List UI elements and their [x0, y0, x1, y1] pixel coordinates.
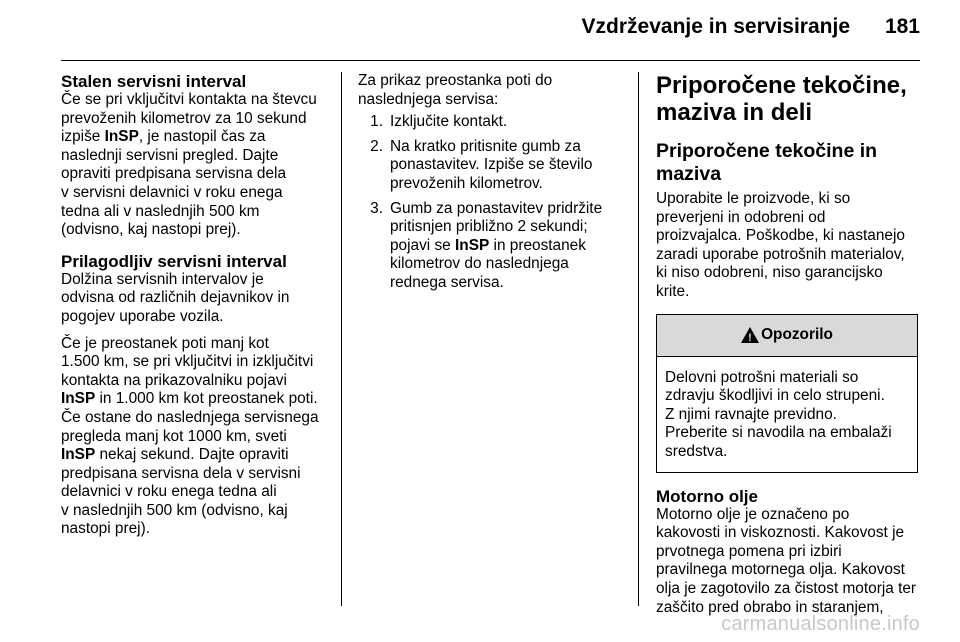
paragraph-products: Uporabite le proizvode, ki so preverjeni in odobreni od proizvajalca. Poškodbe, ki nastanejo zaradi uporabe potrošnih materialov, ki niso odobreni, niso garancijsko krite. [656, 190, 905, 300]
paragraph-flexible-2: Če je preostanek poti manj kot 1.500 km, se pri vključitvi in izključitvi kontakta na prikazovalniku pojavi InSP in 1.000 km kot preostanek poti. Če ostane do naslednjega servisnega pregleda manj kot 1000 km, sveti InSP nekaj sekund. Dajte opraviti predpisana servisna dela v servisni delavnici v roku enega tedna ali v naslednjih 500 km (odvisno, kaj nastopi prej). [61, 334, 319, 538]
column-divider-2 [638, 72, 639, 606]
warning-header [657, 315, 917, 357]
warning-icon [741, 327, 759, 343]
heading-engine-oil: Motorno olje [656, 486, 758, 506]
paragraph-engine-oil: Motorno olje je označeno po kakovosti in viskoznosti. Kakovost je prvotnega pomena pri izbiri pravilnega motornega olja. Kakovost olja je zagotovilo za čistost motorja ter zaščito pred obrabo in staranjem, [656, 505, 917, 616]
paragraph-flexible-1: Dolžina servisnih intervalov je odvisna od različnih dejavnikov in pogojev uporabe vozila. [61, 270, 290, 325]
paragraph-fixed-interval: Če se pri vključitvi kontakta na števcu prevoženih kilometrov za 10 sekund izpiše InSP, je nastopil čas za naslednji servisni pregled. Dajte opraviti predpisana servisna dela v servisni delavnici v roku enega tedna ali v naslednjih 500 km (odvisno, kaj nastopi prej). [61, 91, 317, 239]
warning-box [656, 314, 918, 473]
heading-fixed-interval: Stalen servisni interval [61, 72, 247, 91]
page-number: 181 [884, 15, 920, 38]
column-divider-1 [341, 72, 342, 606]
watermark: carmanualsonline.info [721, 613, 920, 635]
warning-text: Delovni potrošni materiali so zdravju škodljivi in celo strupeni. Z njimi ravnajte previdno. Preberite si navodila na embalaži sredstva. [665, 368, 892, 460]
header-divider [61, 60, 920, 61]
heading-flexible-interval: Prilagodljiv servisni interval [61, 251, 287, 271]
section-title: Vzdrževanje in servisiranje [581, 15, 850, 38]
column-1 [61, 72, 331, 539]
list-item: 2. Na kratko pritisnite gumb za ponastavitev. Izpiše se število prevoženih kilometrov. [370, 137, 593, 192]
steps-list [358, 113, 620, 292]
column-2 [358, 72, 620, 299]
warning-title: Opozorilo [761, 325, 833, 343]
list-item: 1. Izključite kontakt. [370, 113, 508, 131]
paragraph-intro: Za prikaz preostanka poti do naslednjega servisa: [358, 72, 553, 108]
list-item: 3. Gumb za ponastavitev pridržite pritisnjen približno 2 sekundi; pojavi se InSP in preostanek kilometrov do naslednjega rednega servisa. [370, 199, 603, 291]
page-header [0, 0, 960, 60]
heading-fluids: Priporočene tekočine, maziva in deli [656, 72, 907, 126]
subheading-fluids: Priporočene tekočine in maziva [656, 140, 878, 185]
column-3 [656, 72, 922, 617]
